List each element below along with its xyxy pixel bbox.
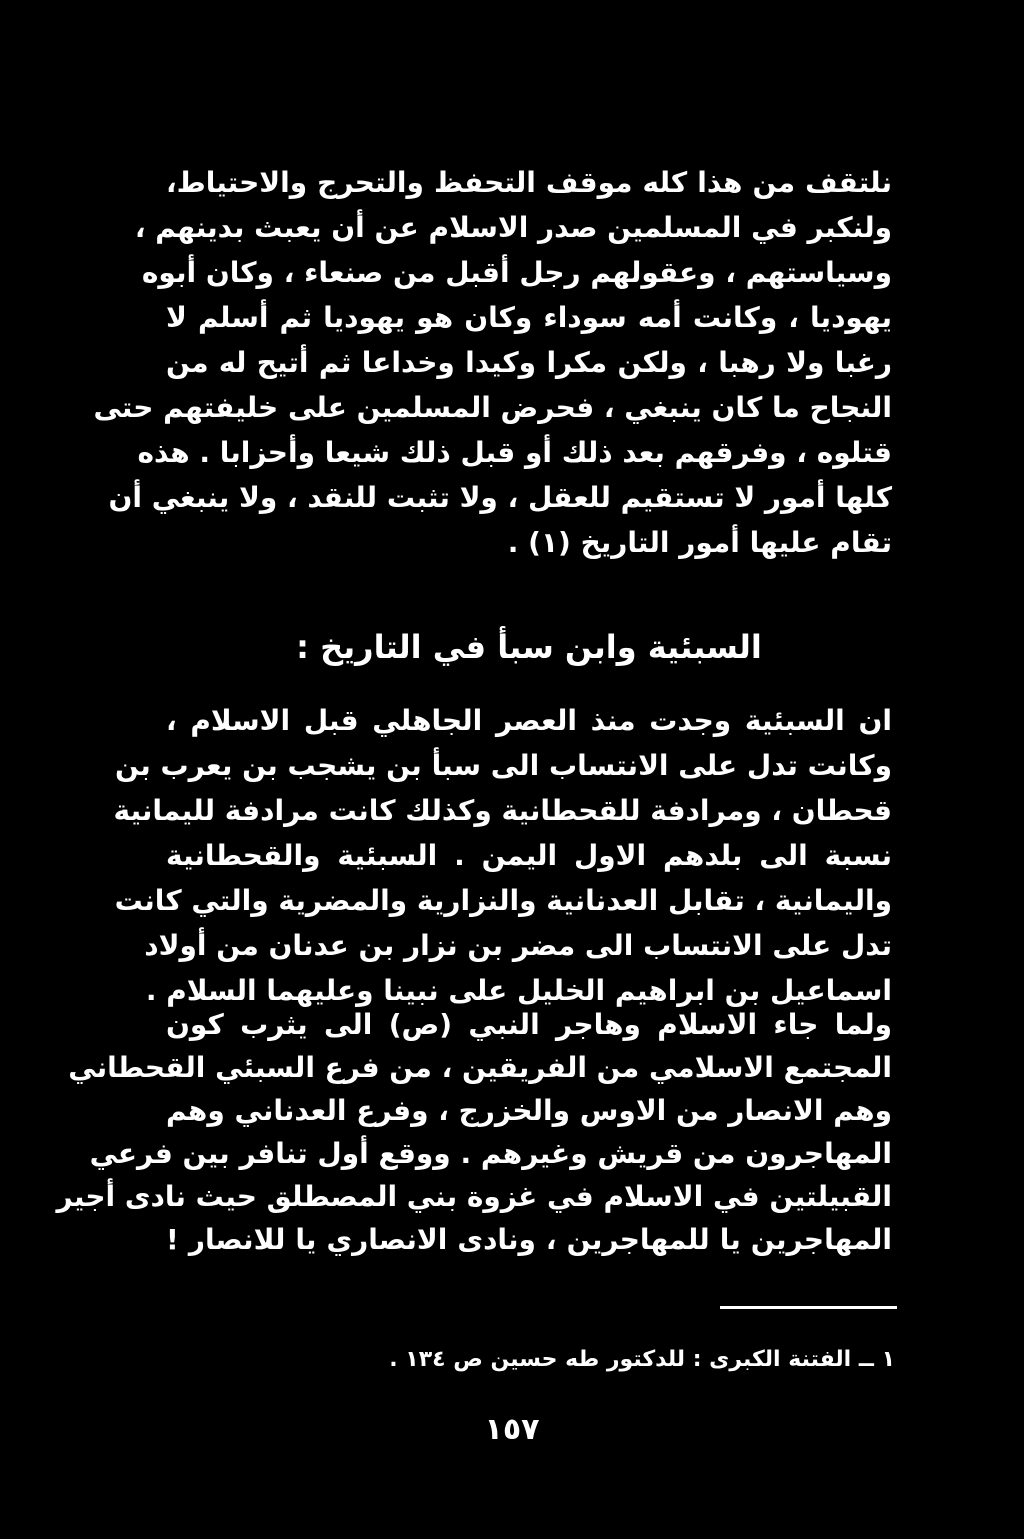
text-line: ولما جاء الاسلام وهاجر النبي (ص) الى يثرب كون bbox=[166, 1008, 892, 1041]
text-line: ان السبئية وجدت منذ العصر الجاهلي قبل الاسلام ، bbox=[166, 704, 892, 737]
text-line: قحطان ، ومرادفة للقحطانية وكذلك كانت مرادفة لليمانية bbox=[113, 794, 892, 827]
text-line: النجاح ما كان ينبغي ، فحرض المسلمين على خليفتهم حتى bbox=[93, 391, 892, 424]
footnote-divider bbox=[720, 1306, 897, 1309]
section-heading: السبئية وابن سبأ في التاريخ : bbox=[296, 628, 762, 666]
text-line: كلها أمور لا تستقيم للعقل ، ولا تثبت للنقد ، ولا ينبغي أن bbox=[108, 481, 892, 514]
text-line: ولنكبر في المسلمين صدر الاسلام عن أن يعبث بدينهم ، bbox=[134, 211, 892, 244]
paragraph-1 bbox=[93, 160, 892, 565]
paragraph-2 bbox=[113, 698, 892, 1013]
text-line: المهاجرين يا للمهاجرين ، ونادى الانصاري يا للانصار ! bbox=[166, 1223, 892, 1256]
page-number: ١٥٧ bbox=[484, 1412, 540, 1447]
text-line: واليمانية ، تقابل العدنانية والنزارية والمضرية والتي كانت bbox=[114, 884, 892, 917]
text-line: المهاجرون من قريش وغيرهم . ووقع أول تنافر بين فرعي bbox=[89, 1137, 892, 1170]
text-line: رغبا ولا رهبا ، ولكن مكرا وكيدا وخداعا ثم أتيح له من bbox=[166, 346, 892, 379]
text-line: قتلوه ، وفرقهم بعد ذلك أو قبل ذلك شيعا وأحزابا . هذه bbox=[137, 436, 892, 469]
text-line: وكانت تدل على الانتساب الى سبأ بن يشجب بن يعرب بن bbox=[115, 749, 892, 782]
text-line: اسماعيل بن ابراهيم الخليل على نبينا وعليهما السلام . bbox=[145, 974, 892, 1007]
footnote: ١ ــ الفتنة الكبرى : للدكتور طه حسين ص ١٣٤ . bbox=[389, 1347, 895, 1372]
paragraph-3 bbox=[56, 1003, 892, 1261]
text-line: نلتقف من هذا كله موقف التحفظ والتحرج والاحتياط، bbox=[166, 166, 892, 199]
text-line: القبيلتين في الاسلام في غزوة بني المصطلق حيث نادى أجير bbox=[56, 1180, 892, 1213]
text-line: وسياستهم ، وعقولهم رجل أقبل من صنعاء ، وكان أبوه bbox=[141, 256, 892, 289]
text-line: نسبة الى بلدهم الاول اليمن . السبئية والقحطانية bbox=[166, 839, 892, 872]
text-line: تقام عليها أمور التاريخ (١) . bbox=[507, 526, 892, 559]
text-line: المجتمع الاسلامي من الفريقين ، من فرع السبئي القحطاني bbox=[68, 1051, 892, 1084]
text-line: تدل على الانتساب الى مضر بن نزار بن عدنان من أولاد bbox=[144, 929, 892, 962]
text-line: وهم الانصار من الاوس والخزرج ، وفرع العدناني وهم bbox=[165, 1094, 892, 1127]
text-line: يهوديا ، وكانت أمه سوداء وكان هو يهوديا ثم أسلم لا bbox=[166, 301, 892, 334]
